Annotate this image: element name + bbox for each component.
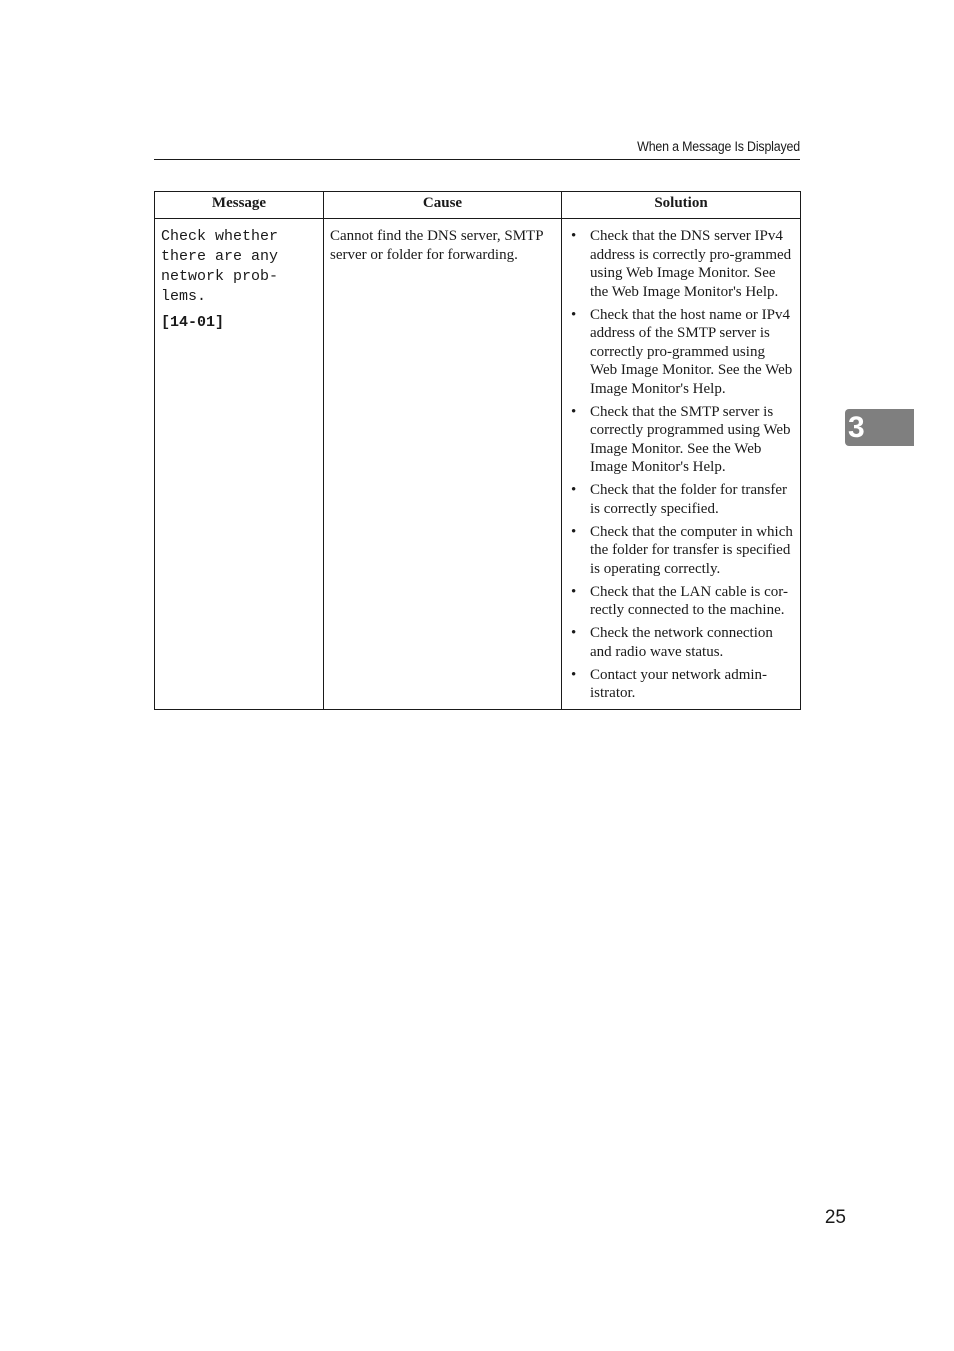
list-item	[568, 306, 794, 399]
table-header-row	[155, 192, 801, 219]
bullet-icon: •	[571, 403, 577, 420]
solution-text: Check that the computer in which the folder for transfer is specified is operating correctly.	[590, 523, 793, 577]
solution-text: Check that the host name or IPv4 address of the SMTP server is correctly pro-grammed using Web Image Monitor. See the Web Image Monitor's Help.	[590, 306, 793, 397]
bullet-icon: •	[571, 306, 577, 323]
list-item	[568, 523, 794, 579]
solution-cell	[562, 219, 801, 710]
bullet-icon: •	[571, 228, 577, 244]
column-header-solution: Solution	[562, 192, 801, 219]
chapter-tab	[845, 409, 914, 446]
column-header-message: Message	[155, 192, 324, 219]
solution-text: Check that the LAN cable is cor-rectly connected to the machine.	[590, 583, 788, 618]
running-header	[154, 138, 800, 160]
table-row	[155, 219, 801, 710]
page-number: 25	[824, 1207, 846, 1228]
message-text: Check whether there are any network prob- lems.	[161, 228, 279, 305]
solution-text: Check the network connection and radio wave status.	[590, 625, 773, 660]
list-item	[568, 624, 794, 661]
bullet-icon: •	[571, 625, 577, 641]
column-header-cause: Cause	[324, 192, 562, 219]
solution-text: Check that the SMTP server is correctly programmed using Web Image Monitor. See the Web Image Monitor's Help.	[590, 403, 791, 475]
running-header-title: When a Message Is Displayed	[637, 139, 800, 154]
bullet-icon: •	[571, 482, 577, 498]
cause-cell	[324, 219, 562, 710]
message-cell	[155, 219, 324, 710]
chapter-number: 3	[848, 411, 865, 444]
list-item	[568, 583, 794, 620]
cause-text: Cannot find the DNS server, SMTP server or folder for forwarding.	[330, 228, 543, 263]
list-item	[568, 403, 794, 477]
message-table	[154, 191, 801, 710]
bullet-icon: •	[571, 523, 577, 540]
list-item	[568, 481, 794, 518]
solution-list	[568, 227, 794, 703]
solution-text: Check that the DNS server IPv4 address is correctly pro-grammed using Web Image Monitor. See the Web Image Monitor's Help.	[590, 228, 792, 300]
solution-text: Check that the folder for transfer is correctly specified.	[590, 482, 787, 517]
list-item	[568, 666, 794, 703]
solution-text: Contact your network admin-istrator.	[590, 666, 768, 701]
error-code: [14-01]	[161, 314, 225, 331]
bullet-icon: •	[571, 583, 577, 600]
list-item	[568, 227, 794, 301]
bullet-icon: •	[571, 666, 577, 683]
